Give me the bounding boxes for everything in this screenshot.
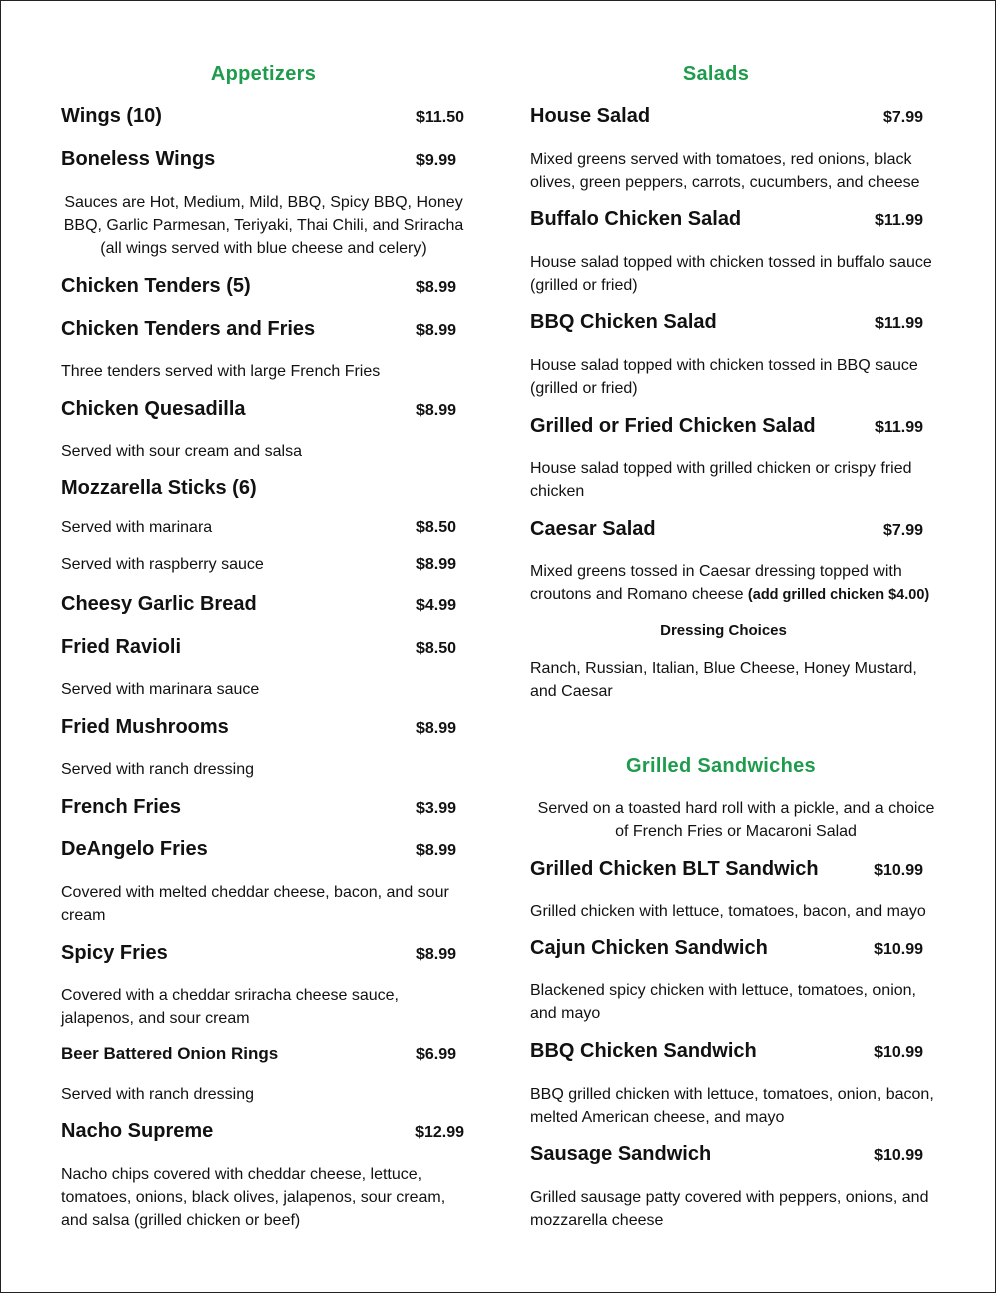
item-price: $8.99 <box>415 720 456 737</box>
item-description: Mixed greens served with tomatoes, red onions, black olives, green peppers, carrots, cucumbers, and cheese <box>530 151 920 191</box>
option-price: $8.99 <box>415 556 456 573</box>
sauces-description: Sauces are Hot, Medium, Mild, BBQ, Spicy BBQ, Honey BBQ, Garlic Parmesan, Teriyaki, Thai Chili, and Sriracha (all wings served with blue cheese and celery) <box>63 194 464 257</box>
item-price: $9.99 <box>415 152 456 169</box>
item-price: $10.99 <box>874 862 923 879</box>
mozzarella-option-marinara <box>61 519 466 537</box>
item-price: $11.99 <box>874 419 923 436</box>
item-name: Chicken Tenders (5) <box>61 275 251 297</box>
menu-item-caesar-salad <box>530 518 942 541</box>
item-description: Grilled sausage patty covered with peppers, onions, and mozzarella cheese <box>530 1189 929 1229</box>
menu-item-sausage-sandwich <box>530 1143 942 1166</box>
menu-item-house-salad <box>530 105 942 128</box>
item-description: Covered with melted cheddar cheese, bacon, and sour cream <box>61 884 449 924</box>
menu-item-bbq-salad <box>530 311 942 334</box>
menu-item-deangelo-fries <box>61 838 466 861</box>
item-price: $8.50 <box>415 640 456 657</box>
item-name: Grilled or Fried Chicken Salad <box>530 415 816 437</box>
menu-item-spicy-fries <box>61 942 466 965</box>
item-price: $11.99 <box>874 315 923 332</box>
item-name: Beer Battered Onion Rings <box>61 1044 279 1063</box>
option-label: Served with marinara <box>61 519 213 536</box>
item-name: French Fries <box>61 796 182 818</box>
salads-heading: Salads <box>682 63 750 85</box>
item-price: $10.99 <box>874 1044 923 1061</box>
menu-item-blt-sandwich <box>530 858 942 881</box>
item-description: Served with ranch dressing <box>61 1086 254 1103</box>
item-description: Blackened spicy chicken with lettuce, tomatoes, onion, and mayo <box>530 982 916 1022</box>
item-price: $8.99 <box>415 402 456 419</box>
item-price: $4.99 <box>415 597 456 614</box>
item-price: $7.99 <box>882 522 923 539</box>
salads-sandwiches-column <box>530 1 942 1294</box>
item-name: Chicken Tenders and Fries <box>61 318 316 340</box>
menu-item-wings <box>61 105 466 128</box>
menu-item-grilled-fried-salad <box>530 415 942 438</box>
menu-item-chicken-tenders <box>61 275 466 298</box>
item-description: BBQ grilled chicken with lettuce, tomatoes, onion, bacon, melted American cheese, and mayo <box>530 1086 934 1126</box>
item-name: Grilled Chicken BLT Sandwich <box>530 858 819 880</box>
item-price: $10.99 <box>874 941 923 958</box>
item-price: $11.50 <box>415 109 464 126</box>
mozzarella-option-raspberry <box>61 556 466 574</box>
menu-item-quesadilla <box>61 398 466 421</box>
item-name: Cajun Chicken Sandwich <box>530 937 768 959</box>
menu-item-french-fries <box>61 796 466 819</box>
item-name: Wings (10) <box>61 105 162 127</box>
item-name: Buffalo Chicken Salad <box>530 208 742 230</box>
item-description: House salad topped with chicken tossed in BBQ sauce (grilled or fried) <box>530 357 918 397</box>
item-price: $12.99 <box>415 1124 464 1141</box>
item-price: $11.99 <box>874 212 923 229</box>
item-price: $8.99 <box>415 946 456 963</box>
menu-item-onion-rings <box>61 1044 466 1064</box>
menu-item-fried-mushrooms <box>61 716 466 739</box>
item-name: BBQ Chicken Sandwich <box>530 1040 757 1062</box>
item-description: Three tenders served with large French Fries <box>61 363 381 380</box>
dressing-heading: Dressing Choices <box>660 622 787 639</box>
item-name: Caesar Salad <box>530 518 656 540</box>
item-name: House Salad <box>530 105 651 127</box>
item-name: Fried Ravioli <box>61 636 182 658</box>
option-price: $8.50 <box>415 519 456 536</box>
caesar-addon: (add grilled chicken $4.00) <box>747 587 930 603</box>
item-price: $3.99 <box>415 800 456 817</box>
item-name: Spicy Fries <box>61 942 168 964</box>
item-price: $8.99 <box>415 322 456 339</box>
item-price: $10.99 <box>874 1147 923 1164</box>
option-label: Served with raspberry sauce <box>61 556 264 573</box>
item-name: Chicken Quesadilla <box>61 398 246 420</box>
item-description: Served with ranch dressing <box>61 761 254 778</box>
item-name: Sausage Sandwich <box>530 1143 712 1165</box>
menu-item-buffalo-salad <box>530 208 942 231</box>
item-price: $8.99 <box>415 842 456 859</box>
menu-item-bbq-sandwich <box>530 1040 942 1063</box>
item-name: Nacho Supreme <box>61 1120 214 1142</box>
item-description: Nacho chips covered with cheddar cheese, lettuce, tomatoes, onions, black olives, jalapenos, sour cream, and salsa (grilled chicken or beef) <box>61 1166 446 1229</box>
appetizers-heading: Appetizers <box>210 63 317 85</box>
sandwiches-heading: Grilled Sandwiches <box>626 755 816 777</box>
item-description: House salad topped with grilled chicken or crispy fried chicken <box>530 460 912 500</box>
item-description: Grilled chicken with lettuce, tomatoes, bacon, and mayo <box>530 903 926 920</box>
item-description: Served with sour cream and salsa <box>61 443 302 460</box>
menu-item-boneless-wings <box>61 148 466 171</box>
item-description: House salad topped with chicken tossed in buffalo sauce (grilled or fried) <box>530 254 932 294</box>
menu-item-nacho-supreme <box>61 1120 466 1143</box>
item-description: Covered with a cheddar sriracha cheese sauce, jalapenos, and sour cream <box>61 987 399 1027</box>
menu-item-fried-ravioli <box>61 636 466 659</box>
item-name: Fried Mushrooms <box>61 716 229 738</box>
menu-item-garlic-bread <box>61 593 466 616</box>
appetizers-column <box>61 1 466 1294</box>
caesar-description: Mixed greens tossed in Caesar dressing topped with croutons and Romano cheese <box>530 563 902 603</box>
item-name: BBQ Chicken Salad <box>530 311 717 333</box>
item-price: $7.99 <box>882 109 923 126</box>
sandwiches-intro: Served on a toasted hard roll with a pickle, and a choice of French Fries or Macaroni Salad <box>537 800 935 840</box>
dressing-list: Ranch, Russian, Italian, Blue Cheese, Honey Mustard, and Caesar <box>530 660 917 700</box>
item-description <box>530 560 942 607</box>
item-name: Mozzarella Sticks (6) <box>61 477 257 499</box>
item-name: Boneless Wings <box>61 148 216 170</box>
item-description: Served with marinara sauce <box>61 681 260 698</box>
item-name: DeAngelo Fries <box>61 838 208 860</box>
item-price: $8.99 <box>415 279 456 296</box>
menu-item-mozzarella-sticks <box>61 477 466 500</box>
menu-item-tenders-and-fries <box>61 318 466 341</box>
item-name: Cheesy Garlic Bread <box>61 593 257 615</box>
menu-item-cajun-sandwich <box>530 937 942 960</box>
item-price: $6.99 <box>415 1046 456 1063</box>
